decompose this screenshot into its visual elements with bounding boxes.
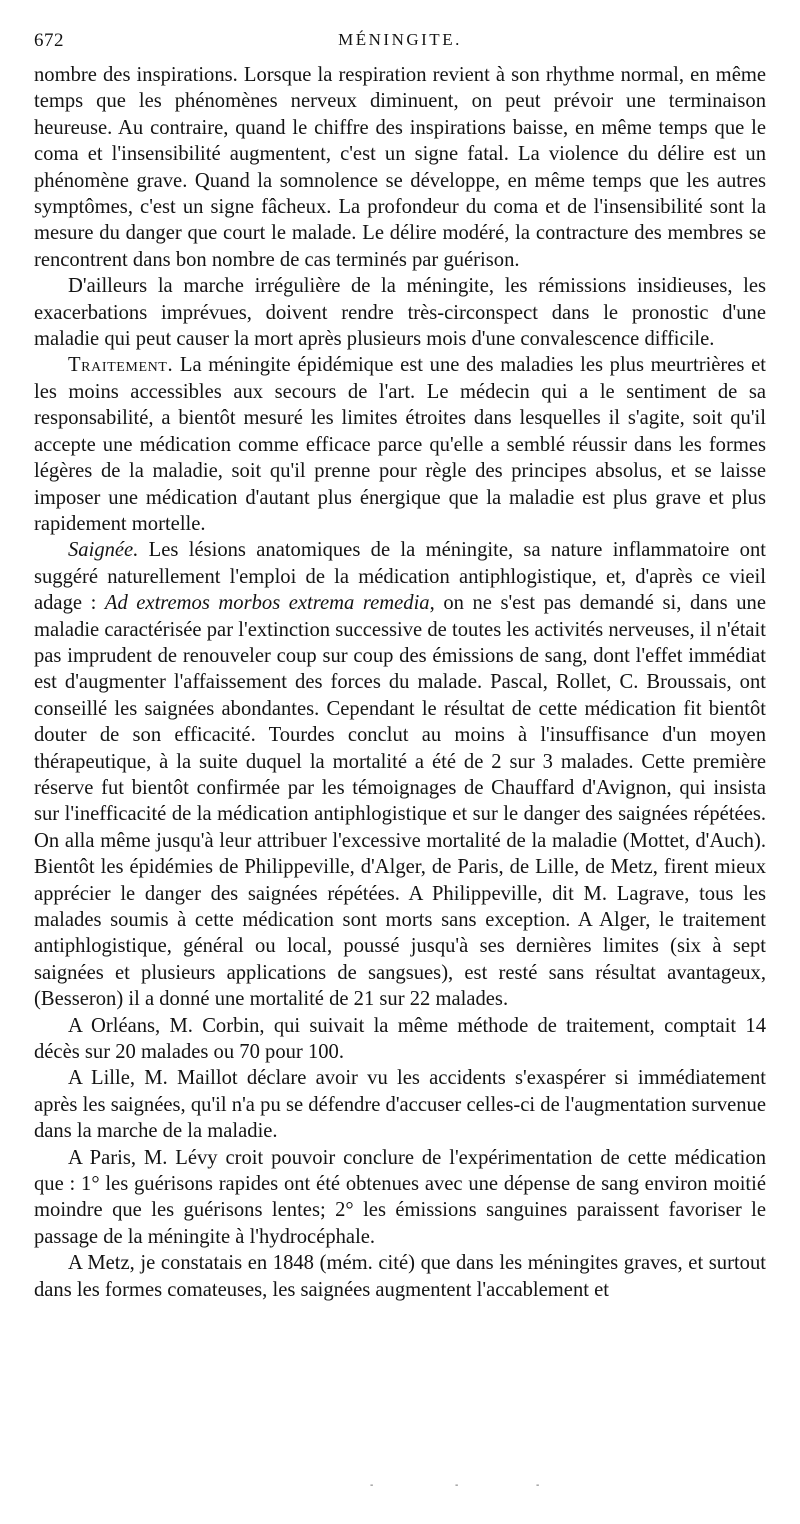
paragraph-metz: A Metz, je constatais en 1848 (mém. cité) que dans les méningites graves, et surtout dans les formes comateuses, les saignées augmentent l'accablement et bbox=[34, 1252, 766, 1301]
paragraph-orleans: A Orléans, M. Corbin, qui suivait la même méthode de traitement, comptait 14 décès sur 20 malades ou 70 pour 100. bbox=[34, 1014, 766, 1064]
paragraph-lille: A Lille, M. Maillot déclare avoir vu les accidents s'exaspérer si immédiatement après les saignées, qu'il n'a pu se défendre d'accuser celles-ci de l'augmentation survenue dans la marche de la maladie. bbox=[34, 1067, 766, 1143]
paragraph-bloodletting bbox=[34, 537, 766, 1012]
bloodletting-text-part-1: Les lésions anatomiques de la méningite, sa nature inflammatoire ont suggéré naturellement l'emploi de la médication antiphlogistique, et, d'après ce vieil adage : bbox=[34, 539, 766, 615]
page-number: 672 bbox=[34, 30, 64, 51]
running-title: MÉNINGITE. bbox=[338, 30, 462, 49]
footer-mark: - bbox=[536, 1480, 540, 1491]
section-heading-bloodletting: Saignée. bbox=[68, 539, 139, 562]
paragraph-treatment bbox=[34, 352, 766, 537]
paragraph-paris: A Paris, M. Lévy croit pouvoir conclure de l'expérimentation de cette médication que : 1° les guérisons rapides ont été obtenues avec une dépense de sang environ moitié moindre que les guérisons lentes; 2° les émissions sanguines paraissent favoriser le passage de la méningite à l'hydrocéphale. bbox=[34, 1146, 766, 1248]
bloodletting-text-part-2: , on ne s'est pas demandé si, dans une maladie caractérisée par l'extinction successive de toutes les activités nerveuses, il n'était pas imprudent de renouveler coup sur coup des émissions de sang, dont l'effet immédiat est d'augmenter l'affaissement des forces du malade. Pascal, Rollet, C. Broussais, ont conseillé les saignées abondantes. Cependant le résultat de cette médication fit bientôt douter de son efficacité. Tourdes conclut au moins à l'insuffisance d'un moyen thérapeutique, à la suite duquel la mortalité a été de 2 sur 3 malades. Cette première réserve fut bientôt confirmée par les témoignages de Chauffard d'Avignon, qui insista sur l'inefficacité de la médication antiphlogistique et sur le danger des saignées répétées. On alla même jusqu'à leur attribuer l'excessive mortalité de la maladie (Mottet, d'Auch). Bientôt les épidémies de Philippeville, d'Alger, de Paris, de Lille, de Metz, firent mieux apprécier le danger des saignées répétées. A Philippeville, dit M. Lagrave, tous les malades soumis à cette médication sont morts sans exception. A Alger, le traitement antiphlogistique, général ou local, poussé jusqu'à ses dernières limites (six à sept saignées et plusieurs applications de sangsues), est resté sans résultat avantageux, (Besseron) il a donné une mortalité de 21 sur 22 malades. bbox=[34, 592, 766, 1011]
page-header bbox=[34, 30, 766, 60]
footer-mark: - bbox=[455, 1480, 459, 1491]
section-heading-treatment: Traitement. bbox=[68, 354, 174, 377]
latin-adage: Ad extremos morbos extrema remedia bbox=[104, 592, 430, 615]
footer-mark: - bbox=[370, 1480, 374, 1491]
footer-marks bbox=[360, 1480, 560, 1490]
body-text bbox=[34, 62, 766, 1303]
paragraph-irregular-course: D'ailleurs la marche irrégulière de la méningite, les rémissions insidieuses, les exacerbations imprévues, doivent rendre très-circonspect dans le pronostic d'une maladie qui peut causer la mort après plusieurs mois d'une convalescence difficile. bbox=[34, 275, 766, 351]
paragraph-prognosis-continued: nombre des inspirations. Lorsque la respiration revient à son rhythme normal, en même temps que les phénomènes nerveux diminuent, on peut prévoir une terminaison heureuse. Au contraire, quand le chiffre des inspirations baisse, en même temps que le coma et l'insensibilité augmentent, c'est un signe fatal. La violence du délire est un phénomène grave. Quand la somnolence se développe, en même temps que les autres symptômes, c'est un signe fâcheux. La profondeur du coma et de l'insensibilité sont la mesure du danger que court le malade. Le délire modéré, la contracture des membres se rencontrent dans bon nombre de cas terminés par guérison. bbox=[34, 64, 766, 271]
treatment-text: La méningite épidémique est une des maladies les plus meurtrières et les moins accessibles aux secours de l'art. Le médecin qui a le sentiment de sa responsabilité, a bientôt mesuré les limites étroites dans lesquelles il s'agite, soit qu'il accepte une médication comme efficace parce qu'elle a semblé réussir dans les formes légères de la maladie, soit qu'il prenne pour règle des principes absolus, et se laisse imposer une médication d'autant plus énergique que la maladie est plus grave et plus rapidement mortelle. bbox=[34, 354, 766, 535]
